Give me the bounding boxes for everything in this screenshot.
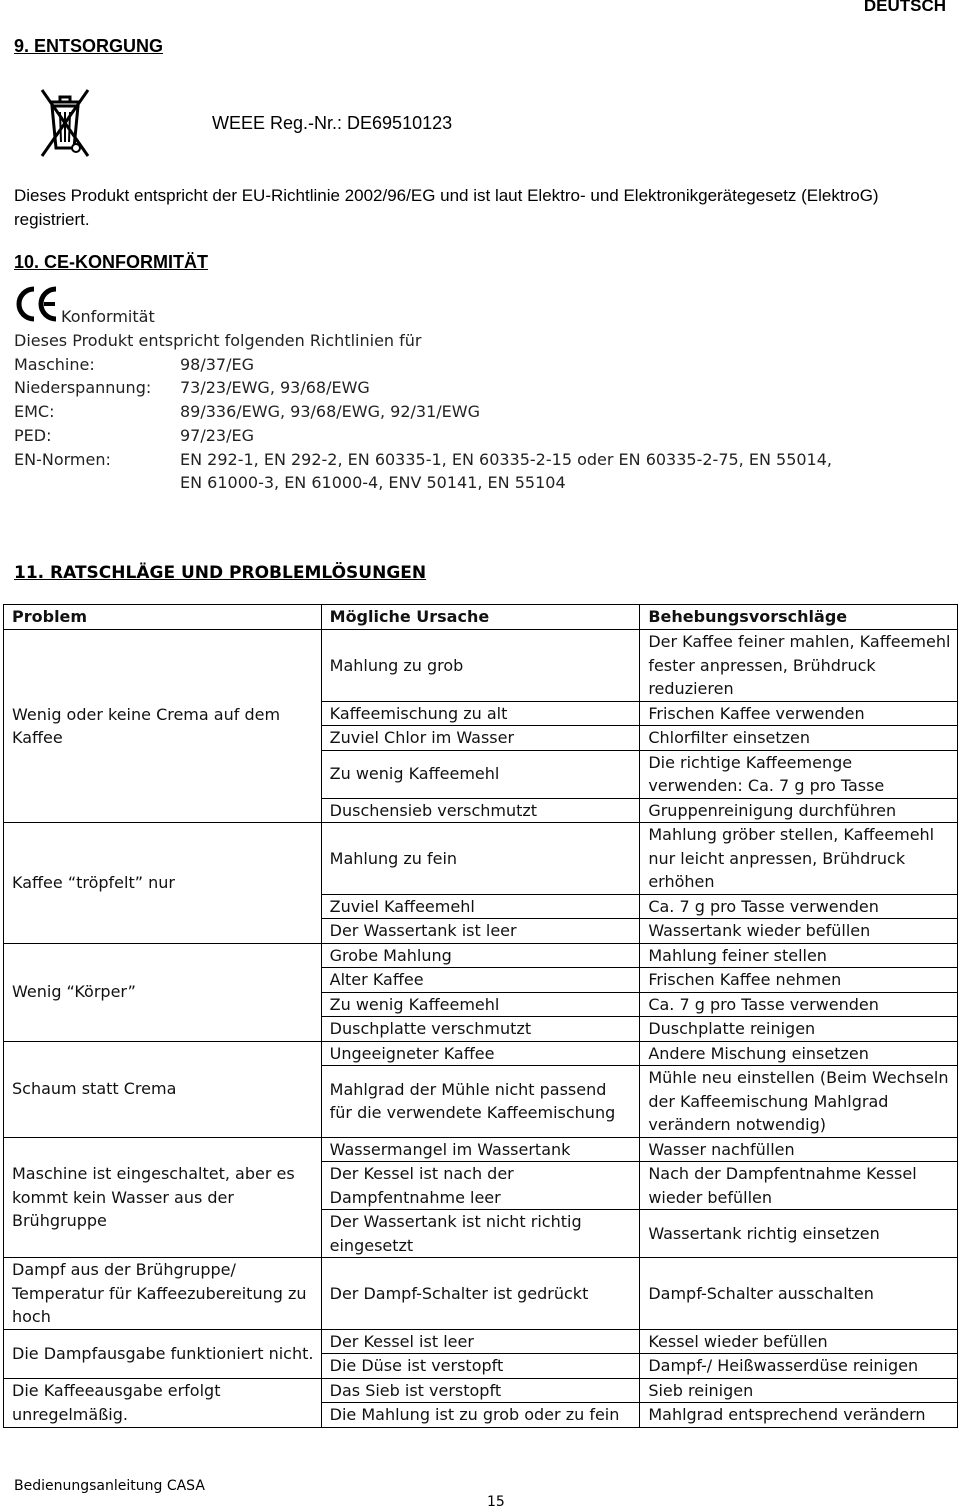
fix-cell: Wasser nachfüllen <box>640 1137 958 1162</box>
problem-cell: Maschine ist eingeschaltet, aber es kommt kein Wasser aus der Brühgruppe <box>4 1137 322 1258</box>
table-row <box>4 1041 958 1066</box>
language-label: DEUTSCH <box>863 0 946 15</box>
table-row <box>4 823 958 895</box>
column-header-cause: Mögliche Ursache <box>321 605 640 630</box>
section-11-title: 11. RATSCHLÄGE UND PROBLEMLÖSUNGEN <box>14 563 427 583</box>
fix-cell: Nach der Dampfentnahme Kessel wieder befüllen <box>640 1162 958 1210</box>
problem-cell: Die Dampfausgabe funktioniert nicht. <box>4 1329 322 1378</box>
cause-cell: Die Mahlung ist zu grob oder zu fein <box>321 1403 640 1428</box>
cause-cell: Der Wassertank ist leer <box>321 919 640 944</box>
cause-cell: Duschensieb verschmutzt <box>321 798 640 823</box>
directive-label: EN-Normen: <box>14 450 111 469</box>
cause-cell: Ungeeigneter Kaffee <box>321 1041 640 1066</box>
cause-cell: Der Kessel ist nach der Dampfentnahme leer <box>321 1162 640 1210</box>
problem-cell: Die Kaffeeausgabe erfolgt unregelmäßig. <box>4 1378 322 1427</box>
disposal-paragraph: Dieses Produkt entspricht der EU-Richtlinie 2002/96/EG und ist laut Elektro- und Elektronikgerätegesetz (ElektroG) registriert. <box>14 186 879 229</box>
fix-cell: Ca. 7 g pro Tasse verwenden <box>640 992 958 1017</box>
fix-cell: Mühle neu einstellen (Beim Wechseln der Kaffeemischung Mahlgrad verändern notwendig) <box>640 1066 958 1138</box>
cause-cell: Der Kessel ist leer <box>321 1329 640 1354</box>
fix-cell: Mahlung feiner stellen <box>640 943 958 968</box>
cause-cell: Der Dampf-Schalter ist gedrückt <box>321 1258 640 1330</box>
cause-cell: Kaffeemischung zu alt <box>321 701 640 726</box>
table-row <box>4 1329 958 1354</box>
cause-cell: Wassermangel im Wassertank <box>321 1137 640 1162</box>
problem-cell: Schaum statt Crema <box>4 1041 322 1137</box>
table-row <box>4 1378 958 1403</box>
fix-cell: Chlorfilter einsetzen <box>640 726 958 751</box>
section-9-title: 9. ENTSORGUNG <box>14 36 164 56</box>
directive-label: Niederspannung: <box>14 378 152 397</box>
table-row <box>4 943 958 968</box>
fix-cell: Andere Mischung einsetzen <box>640 1041 958 1066</box>
weee-crossed-bin-icon <box>40 88 90 160</box>
problem-cell: Dampf aus der Brühgruppe/ Temperatur für Kaffeezubereitung zu hoch <box>4 1258 322 1330</box>
fix-cell: Wassertank richtig einsetzen <box>640 1210 958 1258</box>
table-row <box>4 630 958 702</box>
fix-cell: Die richtige Kaffeemenge verwenden: Ca. 7 g pro Tasse <box>640 750 958 798</box>
directive-label: Maschine: <box>14 355 95 374</box>
problem-cell: Kaffee “tröpfelt” nur <box>4 823 322 944</box>
page-number: 15 <box>487 1494 505 1510</box>
fix-cell: Wassertank wieder befüllen <box>640 919 958 944</box>
directive-value: 98/37/EG <box>180 355 255 374</box>
fix-cell: Kessel wieder befüllen <box>640 1329 958 1354</box>
cause-cell: Zuviel Kaffeemehl <box>321 894 640 919</box>
cause-cell: Zuviel Chlor im Wasser <box>321 726 640 751</box>
directive-value: 73/23/EWG, 93/68/EWG <box>180 378 370 397</box>
troubleshooting-table <box>3 604 958 1428</box>
table-row <box>4 1258 958 1330</box>
directive-label: EMC: <box>14 402 55 421</box>
problem-cell: Wenig “Körper” <box>4 943 322 1041</box>
manual-name: Bedienungsanleitung CASA <box>14 1478 205 1494</box>
ce-mark-icon <box>14 285 58 323</box>
cause-cell: Das Sieb ist verstopft <box>321 1378 640 1403</box>
problem-cell: Wenig oder keine Crema auf dem Kaffee <box>4 630 322 823</box>
fix-cell: Der Kaffee feiner mahlen, Kaffeemehl fester anpressen, Brühdruck reduzieren <box>640 630 958 702</box>
cause-cell: Der Wassertank ist nicht richtig eingesetzt <box>321 1210 640 1258</box>
cause-cell: Alter Kaffee <box>321 968 640 993</box>
column-header-problem: Problem <box>4 605 322 630</box>
conformity-label: Konformität <box>61 307 155 326</box>
fix-cell: Frischen Kaffee verwenden <box>640 701 958 726</box>
fix-cell: Gruppenreinigung durchführen <box>640 798 958 823</box>
directive-value: EN 292-1, EN 292-2, EN 60335-1, EN 60335-2-15 oder EN 60335-2-75, EN 55014, <box>180 450 832 469</box>
cause-cell: Mahlung zu fein <box>321 823 640 895</box>
section-10-title: 10. CE-KONFORMITÄT <box>14 252 209 272</box>
directive-value-continued: EN 61000-3, EN 61000-4, ENV 50141, EN 55104 <box>180 473 566 492</box>
fix-cell: Dampf-/ Heißwasserdüse reinigen <box>640 1354 958 1379</box>
directive-label: PED: <box>14 426 52 445</box>
fix-cell: Ca. 7 g pro Tasse verwenden <box>640 894 958 919</box>
table-header-row <box>4 605 958 630</box>
fix-cell: Duschplatte reinigen <box>640 1017 958 1042</box>
cause-cell: Zu wenig Kaffeemehl <box>321 992 640 1017</box>
cause-cell: Zu wenig Kaffeemehl <box>321 750 640 798</box>
cause-cell: Duschplatte verschmutzt <box>321 1017 640 1042</box>
fix-cell: Frischen Kaffee nehmen <box>640 968 958 993</box>
fix-cell: Sieb reinigen <box>640 1378 958 1403</box>
fix-cell: Mahlung gröber stellen, Kaffeemehl nur leicht anpressen, Brühdruck erhöhen <box>640 823 958 895</box>
directive-value: 97/23/EG <box>180 426 255 445</box>
weee-registration: WEEE Reg.-Nr.: DE69510123 <box>212 113 453 133</box>
fix-cell: Mahlgrad entsprechend verändern <box>640 1403 958 1428</box>
fix-cell: Dampf-Schalter ausschalten <box>640 1258 958 1330</box>
directive-value: 89/336/EWG, 93/68/EWG, 92/31/EWG <box>180 402 481 421</box>
conformity-intro: Dieses Produkt entspricht folgenden Richtlinien für <box>14 331 422 350</box>
cause-cell: Mahlgrad der Mühle nicht passend für die verwendete Kaffeemischung <box>321 1066 640 1138</box>
column-header-fix: Behebungsvorschläge <box>640 605 958 630</box>
cause-cell: Grobe Mahlung <box>321 943 640 968</box>
table-row <box>4 1137 958 1162</box>
cause-cell: Mahlung zu grob <box>321 630 640 702</box>
cause-cell: Die Düse ist verstopft <box>321 1354 640 1379</box>
